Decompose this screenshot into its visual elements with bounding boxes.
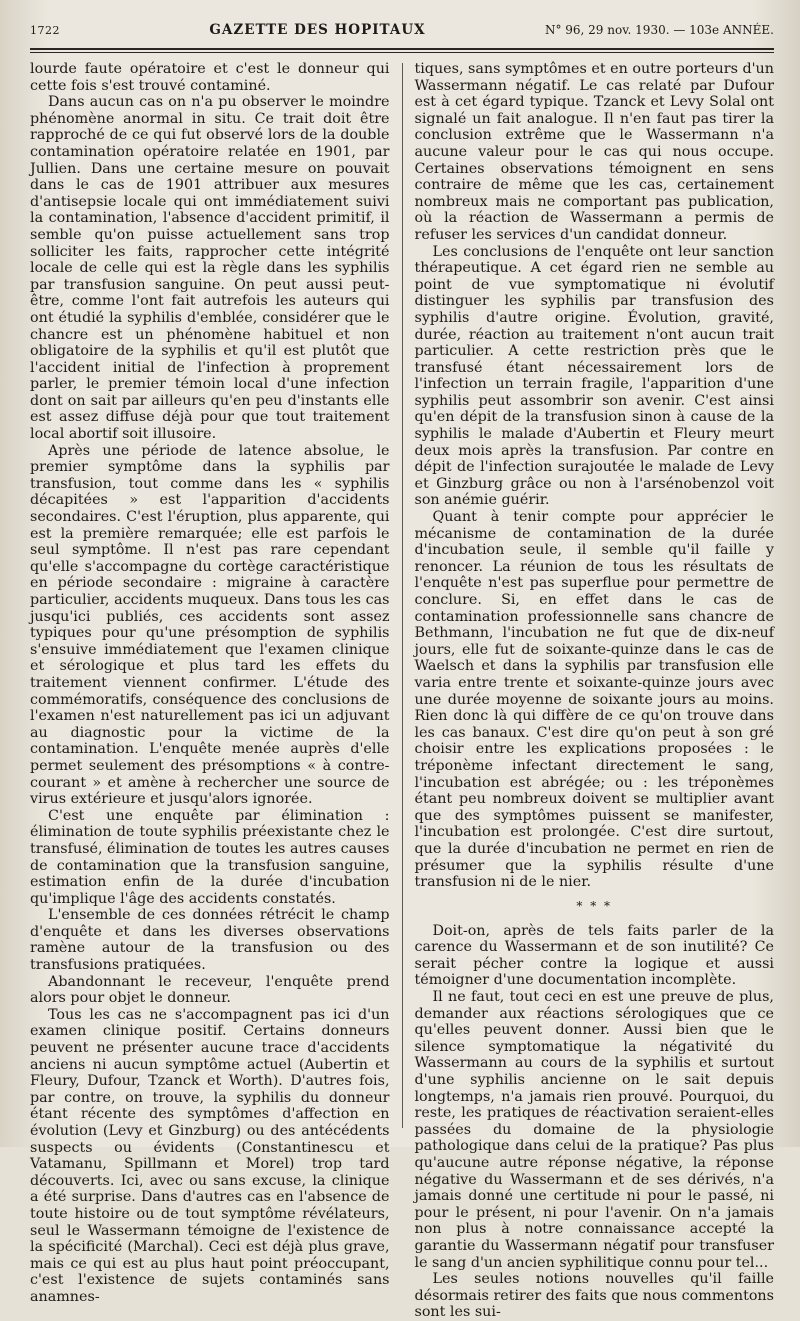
journal-title: GAZETTE DES HOPITAUX <box>209 22 426 38</box>
running-header <box>30 22 774 44</box>
paragraph: Après une période de latence absolue, le premier symptôme dans la syphilis par transfusion, tout comme dans les « syphilis décapitées » est l'apparition d'accidents secondaires. C'est l'éruption, plus apparente, qui est la première remarquée; elle est parfois le seul symptôme. Il n'est pas rare cependant qu'elle s'accompagne du cortège caractéristique en période secondaire : migraine à caractère particulier, accidents muqueux. Dans tous les cas jusqu'ici publiés, ces accidents sont assez typiques pour qu'une présomption de syphilis s'ensuive immédiatement que l'examen clinique et sérologique et plus tard les effets du traitement viennent confirmer. L'étude des commémoratifs, conséquence des conclusions de l'examen n'est naturellement pas ici un adjuvant au diagnostic pour la victime de la contamination. L'enquête menée auprès d'elle permet seulement des présomptions « à contre-courant » et amène à rechercher une source de virus extérieure et jusqu'alors ignorée. <box>30 442 390 808</box>
issue-info: N° 96, 29 nov. 1930. — 103e ANNÉE. <box>544 23 774 37</box>
section-separator: * * * <box>576 898 613 913</box>
header-rule <box>30 48 774 53</box>
paragraph: tiques, sans symptômes et en outre porteurs d'un Wassermann négatif. Le cas relaté par Dufour est à cet égard typique. Tzanck et Levy Solal ont signalé un fait analogue. Il n'en faut pas tirer la conclusion extrême que le Wassermann n'a aucune valeur pour le cas qui nous occupe. Certaines observations témoignent en sens contraire de même que les cas, certainement nombreux mais ne comportant pas publication, où la réaction de Wassermann a permis de refuser les services d'un candidat donneur. <box>414 61 774 243</box>
paragraph: Il ne faut, tout ceci en est une preuve de plus, demander aux réactions sérologiques que ce qu'elles peuvent donner. Aussi bien que le silence symptomatique la négativité du Wassermann au cours de la syphilis et surtout d'une syphilis ancienne on le sait depuis longtemps, n'a jamais rien prouvé. Pourquoi, du reste, les pratiques de réactivation seraient-elles passées du domaine de la physiologie pathologique dans celui de la pratique? Pas plus qu'aucune autre réponse négative, la réponse négative du Wassermann et de ses dérivés, n'a jamais donné une certitude ni pour le passé, ni pour le présent, ni pour l'avenir. On n'a jamais non plus à notre connaissance accepté la garantie du Wassermann négatif pour transfuser le sang d'un ancien syphilitique connu pour tel... <box>414 989 774 1271</box>
paragraph: Les conclusions de l'enquête ont leur sanction thérapeutique. A cet égard rien ne semble au point de vue symptomatique ni évolutif distinguer les syphilis par transfusion des syphilis d'autre origine. Évolution, gravité, durée, réaction au traitement n'ont aucun trait particulier. A cette restriction près que le transfusé étant nécessairement lors de l'infection un terrain fragile, l'apparition d'une syphilis peut assombrir son avenir. C'est ainsi qu'en dépit de la transfusion sinon à cause de la syphilis le malade d'Aubertin et Fleury meurt deux mois après la transfusion. Par contre en dépit de l'infection surajoutée le malade de Levy et Ginzburg grâce ou non à l'arsénobenzol voit son anémie guérir. <box>414 243 774 509</box>
column-divider <box>402 63 403 1128</box>
paragraph: Tous les cas ne s'accompagnent pas ici d'un examen clinique positif. Certains donneurs peuvent ne présenter aucune trace d'accidents anciens ni aucun symptôme actuel (Aubertin et Fleury, Dufour, Tzanck et Worth). D'autres fois, par contre, on trouve, la syphilis du donneur étant récente des symptômes d'affection en évolution (Levy et Ginzburg) ou des antécédents suspects ou évidents (Constantinescu et Vatamanu, Spillmann et Morel) trop tard découverts. Ici, avec ou sans excuse, la clinique a été surprise. Dans d'autres cas en l'absence de toute histoire ou de tout symptôme révélateurs, seul le Wassermann témoigne de l'existence de la spécificité (Marchal). Ceci est déjà plus grave, mais ce qui est au plus haut point préoccupant, c'est l'existence de sujets contaminés sans anamnes- <box>30 1006 390 1305</box>
left-column <box>30 61 390 1305</box>
right-column <box>414 61 774 1321</box>
paragraph: L'ensemble de ces données rétrécit le champ d'enquête et dans les diverses observations ramène autour de la transfusion ou des transfusions pratiquées. <box>30 907 390 974</box>
paragraph: Dans aucun cas on n'a pu observer le moindre phénomène anormal in situ. Ce trait doit être rapproché de ce qui fut observé lors de la double contamination opératoire relatée en 1901, par Jullien. Dans une certaine mesure on pouvait dans le cas de 1901 attribuer aux mesures d'antisepsie locale qui ont immédiatement suivi la contamination, l'absence d'accident primitif, il semble qu'on puisse actuellement sans trop solliciter les faits, rapprocher cette intégrité locale de celle qui est la règle dans les syphilis par transfusion sanguine. On peut aussi peut-être, comme l'ont fait autrefois les auteurs qui ont étudié la syphilis d'emblée, considérer que le chancre est un phénomène habituel et non obligatoire de la syphilis et qu'il est plutôt que l'accident initial de l'infection à proprement parler, le premier témoin local d'une infection dont on sait par ailleurs qu'en peu d'instants elle est assez diffuse déjà pour que tout traitement local abortif soit illusoire. <box>30 94 390 443</box>
paragraph: Quant à tenir compte pour apprécier le mécanisme de contamination de la durée d'incubation seule, il semble qu'il faille y renoncer. La réunion de tous les résultats de l'enquête n'est pas superflue pour permettre de conclure. Si, en effet dans le cas de contamination professionnelle sans chancre de Bethmann, l'incubation ne fut que de dix-neuf jours, elle fut de soixante-quinze dans le cas de Waelsch et dans la syphilis par transfusion elle varia entre trente et soixante-quinze jours avec une durée moyenne de soixante jours au moins. Rien donc là qui diffère de ce qu'on trouve dans les cas banaux. C'est dire qu'on peut à son gré choisir entre les explications proposées : le tréponème infectant directement le sang, l'incubation est abrégée; ou : les tréponèmes étant peu nombreux doivent se multiplier avant que des symptômes puissent se manifester, l'incubation est prolongée. C'est dire surtout, que la durée d'incubation ne permet en rien de présumer que la syphilis résulte d'une transfusion ni de le nier. <box>414 509 774 891</box>
paragraph: Abandonnant le receveur, l'enquête prend alors pour objet le donneur. <box>30 973 390 1007</box>
page-number: 1722 <box>30 24 60 37</box>
paragraph: C'est une enquête par élimination : élimination de toute syphilis préexistante chez le transfusé, élimination de toutes les autres causes de contamination que la transfusion sanguine, estimation enfin de la durée d'incubation qu'implique l'âge des accidents constatés. <box>30 807 390 907</box>
paragraph: Les seules notions nouvelles qu'il faille désormais retirer des faits que nous commentons sont les sui- <box>414 1271 774 1321</box>
paragraph: Doit-on, après de tels faits parler de la carence du Wassermann et de son inutilité? Ce serait pécher contre la logique et aussi témoigner d'une documentation incomplète. <box>414 922 774 989</box>
paragraph: lourde faute opératoire et c'est le donneur qui cette fois s'est trouvé contaminé. <box>30 61 390 94</box>
text-columns <box>30 61 774 1321</box>
